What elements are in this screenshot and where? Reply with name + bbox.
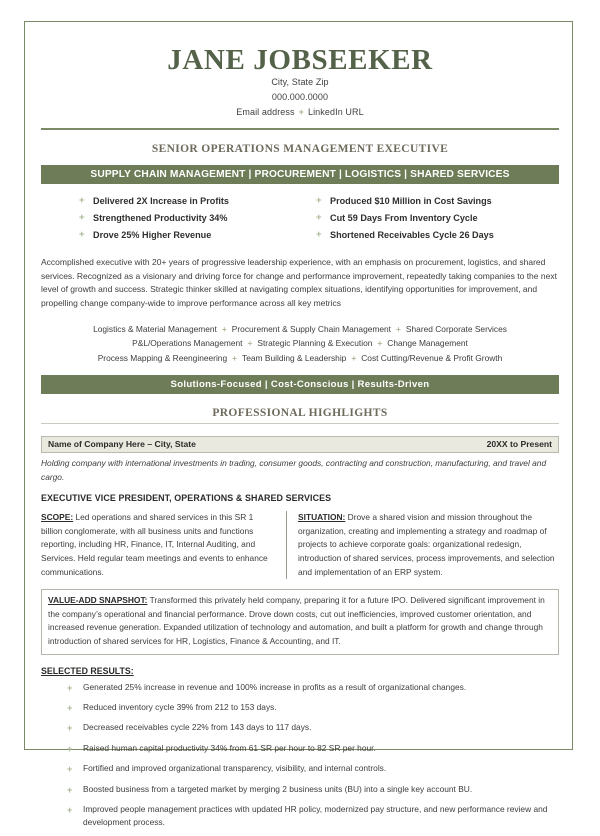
result-text: Reduced inventory cycle 39% from 212 to 153 days.	[83, 702, 277, 713]
result-item	[67, 803, 559, 830]
resume-document	[41, 21, 559, 836]
contact-links	[41, 105, 559, 120]
competency-item: Logistics & Material Management	[93, 323, 217, 334]
plus-bullet-icon: +	[67, 764, 73, 775]
professional-summary: Accomplished executive with 20+ years of progressive leadership experience, with an emphasis on procurement, logistics, and shared services. Recognized as a visionary and driving force for change and performance improvement, repeatedly taking companies to the next level of growth and success. Strategic thinker skilled at navigating complex situations, identifying opportunities for improvement, and propelling change company-wide to improve performance across all key metrics	[41, 256, 557, 309]
contact-location: City, State Zip	[271, 77, 329, 88]
result-text: Generated 25% increase in revenue and 100% increase in profits as a result of organizational changes.	[83, 681, 467, 692]
plus-separator-icon: +	[247, 338, 253, 349]
plus-bullet-icon: +	[67, 743, 73, 754]
competency-item: Strategic Planning & Execution	[257, 338, 373, 349]
result-item	[67, 701, 559, 715]
situation-text: Drove a shared vision and mission throughout the organization, creating and implementing a strategy and roadmap of projects to achieve corporate goals: organizational redesign, introduction of shared services, process improvements, and selection and implementation of an ERP system.	[298, 512, 555, 577]
highlight-text: Strengthened Productivity 34%	[93, 213, 228, 224]
plus-separator-icon: +	[232, 352, 238, 363]
highlight-text: Produced $10 Million in Cost Savings	[330, 196, 492, 207]
value-add-label: VALUE-ADD SNAPSHOT:	[48, 595, 148, 606]
tagline-band: Solutions-Focused | Cost-Conscious | Results-Driven	[41, 375, 559, 394]
target-title: SENIOR OPERATIONS MANAGEMENT EXECUTIVE	[151, 143, 449, 156]
result-item	[67, 742, 559, 756]
plus-bullet-icon: +	[67, 703, 73, 714]
scope-label: SCOPE:	[41, 512, 74, 523]
section-heading-professional-highlights: PROFESSIONAL HIGHLIGHTS	[212, 407, 388, 420]
result-text: Boosted business from a targeted market by merging 2 business units (BU) into a single key account BU.	[83, 783, 473, 794]
plus-bullet-icon: +	[67, 682, 73, 693]
plus-bullet-icon: +	[316, 212, 322, 224]
competency-item: Shared Corporate Services	[405, 323, 507, 334]
header-divider	[41, 128, 559, 130]
competency-row	[41, 336, 559, 350]
plus-bullet-icon: +	[79, 212, 85, 224]
result-item	[67, 721, 559, 735]
resume-header	[41, 45, 559, 130]
competency-row	[41, 351, 559, 365]
value-add-snapshot-box	[41, 589, 559, 654]
highlight-item	[79, 227, 316, 244]
role-title: EXECUTIVE VICE PRESIDENT, OPERATIONS & SHARED SERVICES	[41, 493, 332, 504]
highlights-column-left	[79, 193, 316, 244]
scope-paragraph	[41, 511, 276, 579]
competency-item: Procurement & Supply Chain Management	[231, 323, 392, 334]
plus-bullet-icon: +	[316, 228, 322, 240]
email-label[interactable]: Email address	[236, 106, 295, 117]
competency-item: Process Mapping & Reengineering	[97, 352, 228, 363]
situation-label: SITUATION:	[298, 512, 346, 523]
plus-bullet-icon: +	[79, 228, 85, 240]
result-item	[67, 762, 559, 776]
highlight-text: Drove 25% Higher Revenue	[93, 229, 212, 240]
highlights-column-right	[316, 193, 553, 244]
competency-item: P&L/Operations Management	[132, 338, 243, 349]
situation-column	[287, 511, 559, 579]
specialty-band: SUPPLY CHAIN MANAGEMENT | PROCUREMENT | LOGISTICS | SHARED SERVICES	[41, 165, 559, 184]
plus-bullet-icon: +	[67, 805, 73, 816]
plus-separator-icon: +	[298, 106, 304, 117]
plus-separator-icon: +	[396, 323, 401, 334]
plus-bullet-icon: +	[67, 784, 73, 795]
plus-separator-icon: +	[377, 338, 383, 349]
company-name: Name of Company Here – City, State	[48, 439, 196, 450]
plus-bullet-icon: +	[316, 195, 322, 207]
contact-phone: 000.000.0000	[271, 92, 329, 103]
plus-bullet-icon: +	[67, 723, 73, 734]
highlight-text: Cut 59 Days From Inventory Cycle	[330, 213, 478, 224]
result-item	[67, 783, 559, 797]
scope-situation-block	[41, 511, 559, 579]
plus-separator-icon: +	[221, 323, 227, 334]
highlight-item	[79, 210, 316, 227]
linkedin-label[interactable]: LinkedIn URL	[307, 106, 364, 117]
highlight-item	[79, 193, 316, 210]
company-bar	[41, 436, 559, 453]
result-text: Raised human capital productivity 34% from 61 SR per hour to 82 SR per hour.	[83, 742, 376, 753]
result-text: Fortified and improved organizational transparency, visibility, and internal controls.	[83, 763, 387, 774]
highlight-item	[316, 210, 553, 227]
competency-item: Cost Cutting/Revenue & Profit Growth	[361, 352, 503, 363]
scope-column	[41, 511, 287, 579]
highlight-item	[316, 193, 553, 210]
career-highlights	[41, 193, 559, 244]
selected-results-list	[41, 681, 559, 830]
scope-text: Led operations and shared services in this SR 1 billion conglomerate, with all business units and functions reporting, including HR, Finance, IT, Internal Auditing, and Services. Held regular team meetings and events to enhance communications.	[41, 512, 268, 577]
plus-separator-icon: +	[351, 352, 357, 363]
result-text: Improved people management practices with updated HR policy, modernized pay structure, and new performance review and development process.	[83, 804, 548, 828]
competency-item: Team Building & Leadership	[242, 352, 347, 363]
result-text: Decreased receivables cycle 22% from 143 days to 117 days.	[83, 722, 312, 733]
plus-bullet-icon: +	[79, 195, 85, 207]
employment-dates: 20XX to Present	[486, 439, 552, 450]
highlight-text: Delivered 2X Increase in Profits	[93, 196, 229, 207]
core-competencies	[41, 322, 559, 365]
company-description: Holding company with international investments in trading, consumer goods, contracting and construction, manufacturing, and travel and cargo.	[41, 458, 547, 482]
competency-item: Change Management	[387, 338, 468, 349]
section-divider	[41, 423, 559, 424]
value-add-text: Transformed this privately held company, preparing it for a future IPO. Delivered significant improvement in the company’s operational and financial performance. Drove down costs, cut out inefficiencies, improved customer orientation, and increased revenue generation. Expanded utilization of technology and automation, and built a platform for growth and change through introduction of shared services for HR, Logistics, Finance & Accounting, and IT.	[48, 595, 545, 647]
situation-paragraph	[298, 511, 559, 579]
competency-row	[41, 322, 559, 336]
highlight-text: Shortened Receivables Cycle 26 Days	[330, 229, 494, 240]
highlight-item	[316, 227, 553, 244]
candidate-name: JANE JOBSEEKER	[167, 44, 433, 76]
result-item	[67, 681, 559, 695]
selected-results-heading: SELECTED RESULTS:	[41, 665, 134, 676]
